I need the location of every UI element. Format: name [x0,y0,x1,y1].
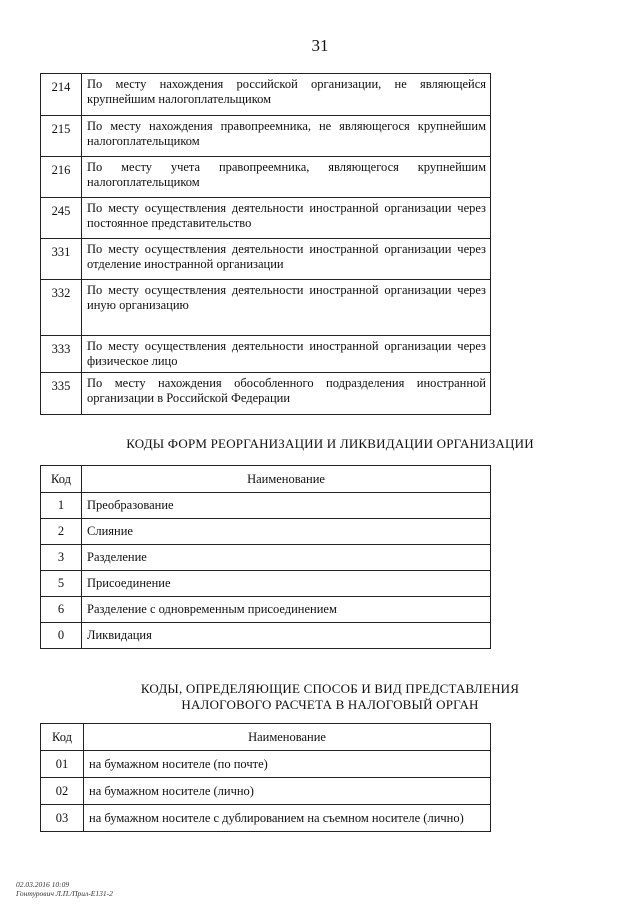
footer-stamp-date: 02.03.2016 10:09 [16,880,70,889]
table-row [41,116,491,157]
code-cell: 5 [41,571,82,597]
description-cell: По месту учета правопреемника, являющегося крупнейшим налогоплательщиком [82,157,491,198]
table-row [41,493,491,519]
name-cell: Ликвидация [82,623,491,649]
table-row [41,545,491,571]
description-cell: По месту нахождения российской организации, не являющейся крупнейшим налогоплательщиком [82,74,491,116]
code-cell: 332 [41,280,82,336]
code-cell: 216 [41,157,82,198]
code-cell: 245 [41,198,82,239]
description-cell: По месту осуществления деятельности иностранной организации через отделение иностранной организации [82,239,491,280]
name-cell: Разделение [82,545,491,571]
table-row [41,74,491,116]
code-cell: 1 [41,493,82,519]
table-row [41,157,491,198]
column-header-name: Наименование [84,724,491,751]
section-heading-line: НАЛОГОВОГО РАСЧЕТА В НАЛОГОВЫЙ ОРГАН [181,697,479,712]
name-cell: Преобразование [82,493,491,519]
footer-stamp-file: Гонтурович Л.П./Прил-Е131-2 [16,889,113,898]
table-row [41,280,491,336]
table-row [41,778,491,805]
column-header-code: Код [41,466,82,493]
code-cell: 335 [41,373,82,415]
section-heading [40,681,620,713]
table-row [41,336,491,373]
column-header-name: Наименование [82,466,491,493]
code-cell: 02 [41,778,84,805]
submission-method-codes-table [40,723,491,832]
section-heading: КОДЫ ФОРМ РЕОРГАНИЗАЦИИ И ЛИКВИДАЦИИ ОРГАНИЗАЦИИ [126,436,534,451]
table-row [41,198,491,239]
code-cell: 0 [41,623,82,649]
table-row [41,519,491,545]
section-heading-line: КОДЫ, ОПРЕДЕЛЯЮЩИЕ СПОСОБ И ВИД ПРЕДСТАВЛЕНИЯ [140,681,520,696]
table-row [41,571,491,597]
code-cell: 214 [41,74,82,116]
column-header-code: Код [41,724,84,751]
description-cell: По месту осуществления деятельности иностранной организации через постоянное представительство [82,198,491,239]
name-cell: Разделение с одновременным присоединением [82,597,491,623]
code-cell: 333 [41,336,82,373]
code-cell: 6 [41,597,82,623]
name-cell: на бумажном носителе (лично) [84,778,491,805]
code-cell: 331 [41,239,82,280]
code-cell: 3 [41,545,82,571]
table-row [41,623,491,649]
name-cell: на бумажном носителе (по почте) [84,751,491,778]
code-cell: 01 [41,751,84,778]
name-cell: Слияние [82,519,491,545]
tax-location-codes-table [40,73,491,415]
code-cell: 03 [41,805,84,832]
table-row [41,805,491,832]
table-header-row [41,466,491,493]
description-cell: По месту нахождения правопреемника, не являющегося крупнейшим налогоплательщиком [82,116,491,157]
name-cell: на бумажном носителе с дублированием на съемном носителе (лично) [84,805,491,832]
table-row [41,597,491,623]
name-cell: Присоединение [82,571,491,597]
description-cell: По месту осуществления деятельности иностранной организации через физическое лицо [82,336,491,373]
page-number: 31 [311,36,329,55]
code-cell: 2 [41,519,82,545]
reorganization-codes-table [40,465,491,649]
table-row [41,751,491,778]
description-cell: По месту нахождения обособленного подразделения иностранной организации в Российской Федерации [82,373,491,415]
table-row [41,239,491,280]
table-row [41,373,491,415]
code-cell: 215 [41,116,82,157]
description-cell: По месту осуществления деятельности иностранной организации через иную организацию [82,280,491,336]
table-header-row [41,724,491,751]
